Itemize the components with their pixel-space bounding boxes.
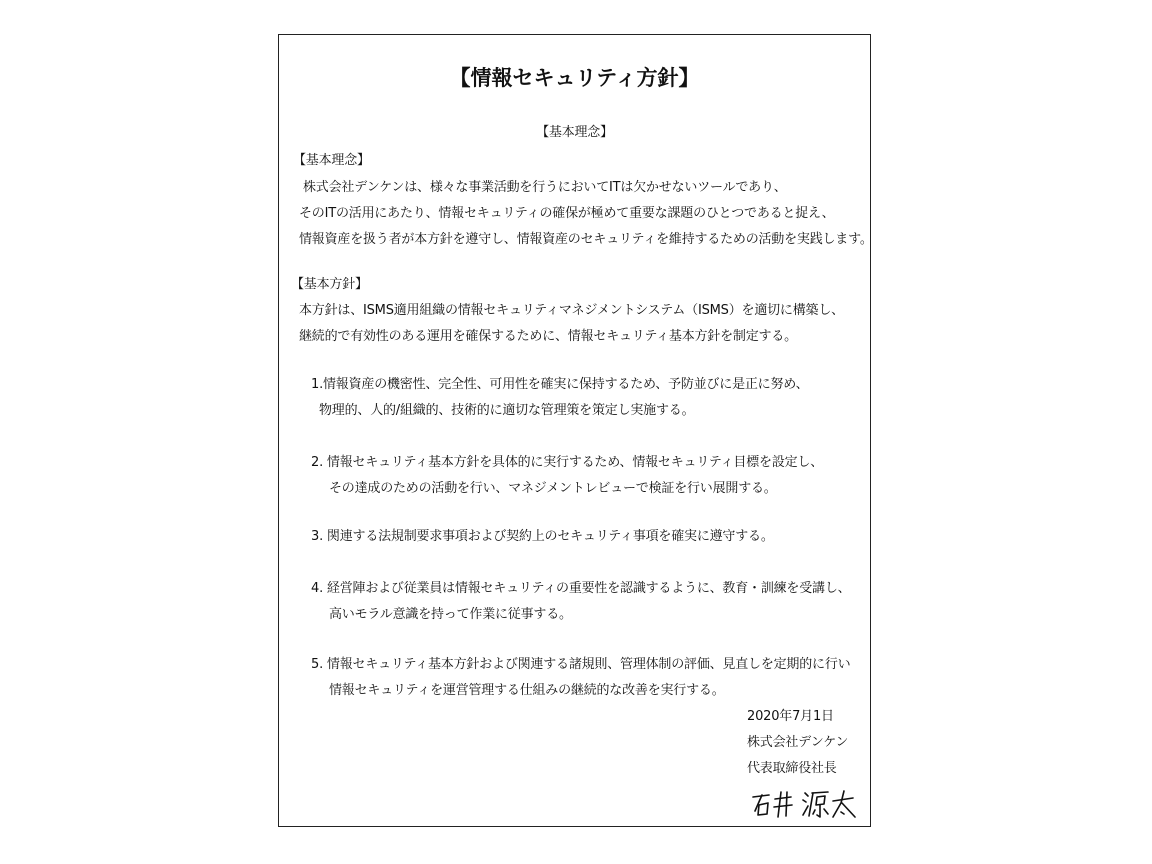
policy-item-2-line1: 2. 情報セキュリティ基本方針を具体的に実行するため、情報セキュリティ目標を設定し、 bbox=[311, 455, 824, 470]
document-title: 【情報セキュリティ方針】 bbox=[449, 66, 700, 90]
policy-item-1-line2: 物理的、人的/組織的、技術的に適切な管理策を策定し実施する。 bbox=[319, 403, 695, 418]
center-section-heading: 【基本理念】 bbox=[536, 125, 613, 140]
policy-document bbox=[278, 34, 871, 827]
policy-line: 継続的で有効性のある運用を確保するために、情報セキュリティ基本方針を制定する。 bbox=[299, 329, 797, 344]
policy-item-4-line1: 4. 経営陣および従業員は情報セキュリティの重要性を認識するように、教育・訓練を受講し、 bbox=[311, 581, 851, 596]
policy-item-1-line1: 1.情報資産の機密性、完全性、可用性を確実に保持するため、予防並びに是正に努め、 bbox=[311, 377, 809, 392]
philosophy-heading: 【基本理念】 bbox=[293, 153, 370, 168]
policy-item-3-line1: 3. 関連する法規制要求事項および契約上のセキュリティ事項を確実に遵守する。 bbox=[311, 529, 774, 544]
philosophy-line: 株式会社デンケンは、様々な事業活動を行うにおいてITは欠かせないツールであり、 bbox=[303, 180, 787, 195]
company-name: 株式会社デンケン bbox=[747, 735, 849, 750]
handwritten-signature bbox=[749, 787, 859, 823]
policy-line: 本方針は、ISMS適用組織の情報セキュリティマネジメントシステム（ISMS）を適切に構築し、 bbox=[299, 303, 844, 318]
policy-item-5-line2: 情報セキュリティを運営管理する仕組みの継続的な改善を実行する。 bbox=[329, 683, 725, 698]
policy-item-4-line2: 高いモラル意識を持って作業に従事する。 bbox=[329, 607, 572, 622]
policy-item-2-line2: その達成のための活動を行い、マネジメントレビューで検証を行い展開する。 bbox=[329, 481, 777, 496]
philosophy-line: 情報資産を扱う者が本方針を遵守し、情報資産のセキュリティを維持するための活動を実践します。 bbox=[299, 232, 873, 247]
issue-date: 2020年7月1日 bbox=[747, 709, 834, 724]
representative-title: 代表取締役社長 bbox=[747, 761, 837, 776]
policy-heading: 【基本方針】 bbox=[291, 277, 368, 292]
philosophy-line: そのITの活用にあたり、情報セキュリティの確保が極めて重要な課題のひとつであると捉え、 bbox=[299, 206, 835, 221]
policy-item-5-line1: 5. 情報セキュリティ基本方針および関連する諸規則、管理体制の評価、見直しを定期的に行い bbox=[311, 657, 851, 672]
